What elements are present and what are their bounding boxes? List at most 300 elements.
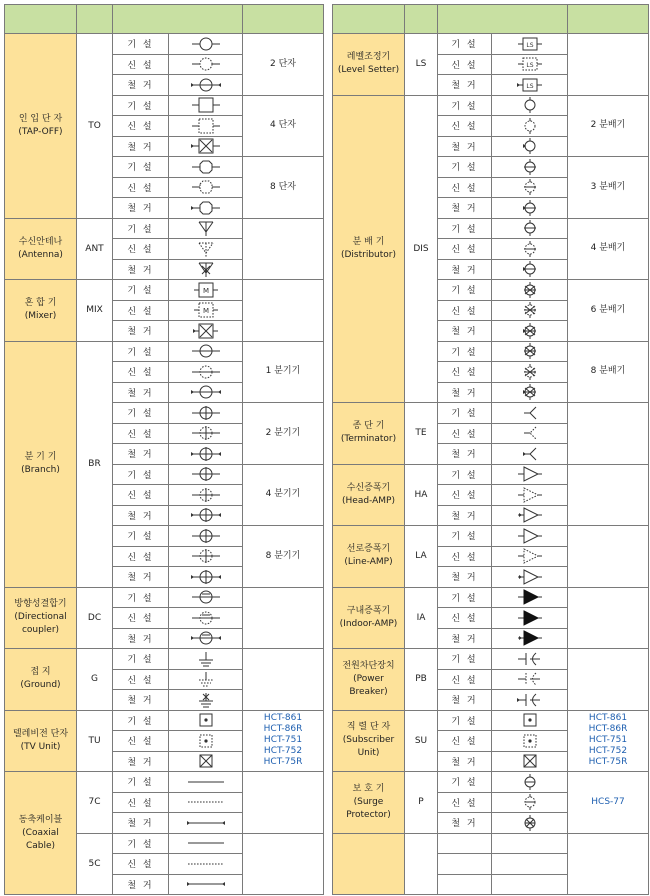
action-label: 철 거 xyxy=(113,751,169,772)
category-abbr: DC xyxy=(77,587,113,649)
action-label: 신 설 xyxy=(438,54,492,75)
header-row xyxy=(5,5,324,34)
dis6-symbol-icon xyxy=(500,322,560,340)
action-label: 철 거 xyxy=(113,874,169,895)
tvunit-symbol-icon xyxy=(492,731,568,752)
breaker-symbol-icon xyxy=(492,690,568,711)
dis4-symbol-icon xyxy=(492,218,568,239)
mixer-symbol-icon xyxy=(176,322,236,340)
dis2-symbol-icon xyxy=(500,96,560,114)
octagon-symbol-icon xyxy=(169,157,243,178)
apply-note xyxy=(568,34,649,96)
branch8-symbol-icon xyxy=(169,567,243,588)
action-label: 신 설 xyxy=(438,300,492,321)
apply-note: HCS-77 xyxy=(568,772,649,834)
branch2-symbol-icon xyxy=(176,445,236,463)
apply-note: 6 분배기 xyxy=(568,280,649,342)
ls-symbol-icon xyxy=(492,75,568,96)
breaker-symbol-icon xyxy=(500,691,560,709)
octagon-symbol-icon xyxy=(169,177,243,198)
action-label: 신 설 xyxy=(438,423,492,444)
action-label: 철 거 xyxy=(113,628,169,649)
amp-symbol-icon xyxy=(500,547,560,565)
circle-symbol-icon xyxy=(176,35,236,53)
category-name: 선로증폭기 (Line-AMP) xyxy=(333,526,405,588)
svg-text:LS: LS xyxy=(525,41,534,49)
branch8-symbol-icon xyxy=(169,526,243,547)
cable-symbol-icon xyxy=(169,813,243,834)
circle-symbol-icon xyxy=(169,75,243,96)
surge-symbol-icon xyxy=(500,793,560,811)
action-label: 철 거 xyxy=(438,751,492,772)
header-apply xyxy=(568,5,649,34)
action-label: 철 거 xyxy=(438,505,492,526)
header-symbol xyxy=(113,5,243,34)
action-label: 신 설 xyxy=(113,792,169,813)
amp-symbol-icon xyxy=(500,506,560,524)
action-label: 철 거 xyxy=(113,321,169,342)
circle-symbol-icon xyxy=(176,76,236,94)
category-abbr: TO xyxy=(77,34,113,219)
svg-text:M: M xyxy=(202,286,209,295)
apply-note xyxy=(568,649,649,711)
action-label: 기 설 xyxy=(438,218,492,239)
branch2-symbol-icon xyxy=(169,423,243,444)
dis3-symbol-icon xyxy=(492,157,568,178)
action-label: 철 거 xyxy=(438,198,492,219)
tvunit-symbol-icon xyxy=(492,710,568,731)
branch4-symbol-icon xyxy=(169,505,243,526)
action-label: 철 거 xyxy=(113,567,169,588)
dis6-symbol-icon xyxy=(492,321,568,342)
apply-note: 4 분기기 xyxy=(243,464,324,526)
branch4-symbol-icon xyxy=(169,485,243,506)
action-label: 신 설 xyxy=(113,669,169,690)
header-name xyxy=(5,5,77,34)
action-label: 기 설 xyxy=(113,710,169,731)
empty-cell xyxy=(568,833,649,895)
action-label: 기 설 xyxy=(438,649,492,670)
action-label: 신 설 xyxy=(438,362,492,383)
branch4-symbol-icon xyxy=(169,464,243,485)
circle-symbol-icon xyxy=(169,54,243,75)
amp-symbol-icon xyxy=(492,567,568,588)
coupler-symbol-icon xyxy=(176,588,236,606)
symbol-row xyxy=(333,710,649,731)
coupler-symbol-icon xyxy=(169,608,243,629)
action-label: 철 거 xyxy=(113,136,169,157)
action-label: 기 설 xyxy=(438,280,492,301)
coupler-symbol-icon xyxy=(169,628,243,649)
category-abbr: LA xyxy=(405,526,438,588)
category-abbr: SU xyxy=(405,710,438,772)
category-abbr: MIX xyxy=(77,280,113,342)
branch1-symbol-icon xyxy=(176,342,236,360)
apply-note xyxy=(243,649,324,711)
header-row xyxy=(333,5,649,34)
apply-note xyxy=(243,587,324,649)
apply-note xyxy=(243,772,324,834)
action-label: 기 설 xyxy=(113,833,169,854)
cable-symbol-icon xyxy=(176,814,236,832)
action-label: 철 거 xyxy=(438,382,492,403)
category-abbr: TE xyxy=(405,403,438,465)
action-label: 기 설 xyxy=(113,464,169,485)
dis4-symbol-icon xyxy=(492,239,568,260)
dis8-symbol-icon xyxy=(500,383,560,401)
tvunit-symbol-icon xyxy=(492,751,568,772)
term-symbol-icon xyxy=(500,424,560,442)
category-name: 종 단 기 (Terminator) xyxy=(333,403,405,465)
mixer-symbol-icon xyxy=(169,280,243,301)
apply-note: 2 단자 xyxy=(243,34,324,96)
action-label: 신 설 xyxy=(113,608,169,629)
category-name: 분 배 기 (Distributor) xyxy=(333,95,405,403)
dis8-symbol-icon xyxy=(492,382,568,403)
antenna-symbol-icon xyxy=(176,240,236,258)
action-label: 기 설 xyxy=(113,403,169,424)
category-name: 구내증폭기 (Indoor-AMP) xyxy=(333,587,405,649)
branch4-symbol-icon xyxy=(176,465,236,483)
empty-cell xyxy=(438,833,492,854)
tvunit-symbol-icon xyxy=(500,711,560,729)
action-label: 철 거 xyxy=(113,444,169,465)
branch4-symbol-icon xyxy=(176,506,236,524)
symbol-row xyxy=(5,710,324,731)
symbol-row xyxy=(5,772,324,793)
action-label: 신 설 xyxy=(113,546,169,567)
branch1-symbol-icon xyxy=(176,383,236,401)
symbol-row xyxy=(333,649,649,670)
cable-symbol-icon xyxy=(169,854,243,875)
ampfill-symbol-icon xyxy=(500,609,560,627)
action-label: 철 거 xyxy=(438,321,492,342)
dis6-symbol-icon xyxy=(500,281,560,299)
dis2-symbol-icon xyxy=(492,116,568,137)
category-name: 보 호 기 (Surge Protector) xyxy=(333,772,405,834)
category-abbr: ANT xyxy=(77,218,113,280)
action-label: 철 거 xyxy=(438,690,492,711)
antenna-symbol-icon xyxy=(169,218,243,239)
tvunit-symbol-icon xyxy=(176,711,236,729)
mixer-symbol-icon xyxy=(176,301,236,319)
action-label: 기 설 xyxy=(113,34,169,55)
symbol-row xyxy=(333,464,649,485)
action-label: 기 설 xyxy=(113,772,169,793)
symbol-row xyxy=(333,772,649,793)
header-abbr xyxy=(77,5,113,34)
ground-symbol-icon xyxy=(176,650,236,668)
ls-symbol-icon xyxy=(492,34,568,55)
cable-symbol-icon xyxy=(169,833,243,854)
category-name: 전원차단장치 (Power Breaker) xyxy=(333,649,405,711)
ground-symbol-icon xyxy=(169,690,243,711)
breaker-symbol-icon xyxy=(500,650,560,668)
action-label: 기 설 xyxy=(438,34,492,55)
octagon-symbol-icon xyxy=(176,158,236,176)
ls-symbol-icon xyxy=(500,76,560,94)
dis2-symbol-icon xyxy=(500,137,560,155)
category-abbr: IA xyxy=(405,587,438,649)
category-abbr: P xyxy=(405,772,438,834)
symbol-row xyxy=(333,95,649,116)
term-symbol-icon xyxy=(492,423,568,444)
empty-row xyxy=(333,833,649,854)
dis4-symbol-icon xyxy=(500,219,560,237)
action-label: 기 설 xyxy=(438,710,492,731)
apply-note xyxy=(243,218,324,280)
apply-note xyxy=(243,833,324,895)
amp-symbol-icon xyxy=(500,568,560,586)
action-label: 기 설 xyxy=(438,772,492,793)
svg-text:LS: LS xyxy=(525,62,534,70)
dis8-symbol-icon xyxy=(500,363,560,381)
svg-text:LS: LS xyxy=(525,82,534,90)
action-label: 철 거 xyxy=(438,628,492,649)
action-label: 철 거 xyxy=(113,382,169,403)
action-label: 신 설 xyxy=(438,669,492,690)
action-label: 신 설 xyxy=(113,731,169,752)
dis6-symbol-icon xyxy=(500,301,560,319)
category-name: 레벨조정기 (Level Setter) xyxy=(333,34,405,96)
action-label: 기 설 xyxy=(113,157,169,178)
mixer-symbol-icon xyxy=(176,281,236,299)
ls-symbol-icon xyxy=(500,55,560,73)
action-label: 신 설 xyxy=(113,116,169,137)
category-name: 접 지 (Ground) xyxy=(5,649,77,711)
dis2-symbol-icon xyxy=(492,95,568,116)
action-label: 기 설 xyxy=(113,95,169,116)
action-label: 기 설 xyxy=(113,341,169,362)
surge-symbol-icon xyxy=(500,773,560,791)
dis2-symbol-icon xyxy=(492,136,568,157)
apply-note: 1 분기기 xyxy=(243,341,324,403)
ampfill-symbol-icon xyxy=(492,608,568,629)
action-label: 신 설 xyxy=(438,731,492,752)
action-label: 기 설 xyxy=(113,280,169,301)
branch2-symbol-icon xyxy=(169,403,243,424)
dis3-symbol-icon xyxy=(500,178,560,196)
amp-symbol-icon xyxy=(492,485,568,506)
antenna-symbol-icon xyxy=(176,219,236,237)
tvunit-symbol-icon xyxy=(169,710,243,731)
cable-symbol-icon xyxy=(176,793,236,811)
breaker-symbol-icon xyxy=(492,669,568,690)
action-label: 신 설 xyxy=(113,854,169,875)
svg-text:M: M xyxy=(202,307,209,316)
category-name: 텔레비전 단자 (TV Unit) xyxy=(5,710,77,772)
antenna-symbol-icon xyxy=(169,239,243,260)
branch1-symbol-icon xyxy=(169,382,243,403)
action-label: 신 설 xyxy=(113,423,169,444)
dis3-symbol-icon xyxy=(500,158,560,176)
category-name: 직 렬 단 자 (Subscriber Unit) xyxy=(333,710,405,772)
term-symbol-icon xyxy=(500,445,560,463)
amp-symbol-icon xyxy=(492,526,568,547)
empty-cell xyxy=(438,854,492,875)
square-symbol-icon xyxy=(176,117,236,135)
branch8-symbol-icon xyxy=(169,546,243,567)
octagon-symbol-icon xyxy=(176,178,236,196)
action-label: 철 거 xyxy=(113,690,169,711)
branch8-symbol-icon xyxy=(176,568,236,586)
action-label: 신 설 xyxy=(113,239,169,260)
branch1-symbol-icon xyxy=(169,341,243,362)
apply-note: 2 분배기 xyxy=(568,95,649,157)
branch4-symbol-icon xyxy=(176,486,236,504)
action-label: 신 설 xyxy=(438,485,492,506)
empty-cell xyxy=(492,854,568,875)
apply-note xyxy=(568,526,649,588)
ampfill-symbol-icon xyxy=(492,628,568,649)
antenna-symbol-icon xyxy=(176,260,236,278)
tvunit-symbol-icon xyxy=(169,751,243,772)
category-name: 동축케이블 (Coaxial Cable) xyxy=(5,772,77,895)
symbol-row xyxy=(5,341,324,362)
empty-name-cell xyxy=(333,833,405,895)
action-label: 신 설 xyxy=(113,362,169,383)
ls-symbol-icon xyxy=(500,35,560,53)
branch8-symbol-icon xyxy=(176,547,236,565)
apply-note: 2 분기기 xyxy=(243,403,324,465)
symbol-row xyxy=(333,587,649,608)
dis4-symbol-icon xyxy=(500,260,560,278)
tvunit-symbol-icon xyxy=(169,731,243,752)
cable-symbol-icon xyxy=(176,855,236,873)
cable-symbol-icon xyxy=(176,875,236,893)
action-label: 철 거 xyxy=(113,505,169,526)
action-label: 철 거 xyxy=(113,259,169,280)
action-label: 철 거 xyxy=(113,75,169,96)
apply-note: 3 분배기 xyxy=(568,157,649,219)
surge-symbol-icon xyxy=(492,772,568,793)
category-abbr: HA xyxy=(405,464,438,526)
amp-symbol-icon xyxy=(500,486,560,504)
category-abbr: 5C xyxy=(77,833,113,895)
tvunit-symbol-icon xyxy=(500,732,560,750)
amp-symbol-icon xyxy=(492,464,568,485)
ground-symbol-icon xyxy=(169,649,243,670)
term-symbol-icon xyxy=(500,404,560,422)
ls-symbol-icon xyxy=(492,54,568,75)
empty-cell xyxy=(438,874,492,895)
apply-note: 4 분배기 xyxy=(568,218,649,280)
ground-symbol-icon xyxy=(176,691,236,709)
dis3-symbol-icon xyxy=(500,199,560,217)
ampfill-symbol-icon xyxy=(492,587,568,608)
branch1-symbol-icon xyxy=(176,363,236,381)
apply-note: 4 단자 xyxy=(243,95,324,157)
action-label: 철 거 xyxy=(438,259,492,280)
header-symbol xyxy=(438,5,568,34)
dis6-symbol-icon xyxy=(492,280,568,301)
octagon-symbol-icon xyxy=(176,199,236,217)
coupler-symbol-icon xyxy=(176,629,236,647)
action-label: 신 설 xyxy=(438,792,492,813)
symbol-row xyxy=(333,526,649,547)
dis2-symbol-icon xyxy=(500,117,560,135)
action-label: 신 설 xyxy=(113,54,169,75)
apply-note: 8 분배기 xyxy=(568,341,649,403)
ground-symbol-icon xyxy=(169,669,243,690)
circle-symbol-icon xyxy=(169,34,243,55)
category-name: 인 입 단 자 (TAP-OFF) xyxy=(5,34,77,219)
branch8-symbol-icon xyxy=(176,527,236,545)
action-label: 철 거 xyxy=(438,75,492,96)
action-label: 기 설 xyxy=(438,526,492,547)
amp-symbol-icon xyxy=(492,505,568,526)
action-label: 기 설 xyxy=(113,649,169,670)
coupler-symbol-icon xyxy=(169,587,243,608)
symbol-row xyxy=(5,280,324,301)
breaker-symbol-icon xyxy=(500,670,560,688)
tvunit-symbol-icon xyxy=(500,752,560,770)
square-symbol-icon xyxy=(169,95,243,116)
surge-symbol-icon xyxy=(492,792,568,813)
dis8-symbol-icon xyxy=(500,342,560,360)
apply-note xyxy=(243,280,324,342)
action-label: 신 설 xyxy=(438,177,492,198)
empty-abbr-cell xyxy=(405,833,438,895)
header-abbr xyxy=(405,5,438,34)
coupler-symbol-icon xyxy=(176,609,236,627)
symbol-row xyxy=(5,218,324,239)
term-symbol-icon xyxy=(492,444,568,465)
category-name: 수신증폭기 (Head-AMP) xyxy=(333,464,405,526)
ground-symbol-icon xyxy=(176,670,236,688)
branch2-symbol-icon xyxy=(169,444,243,465)
ampfill-symbol-icon xyxy=(500,629,560,647)
amp-symbol-icon xyxy=(492,546,568,567)
header-apply xyxy=(243,5,324,34)
cable-symbol-icon xyxy=(169,874,243,895)
octagon-symbol-icon xyxy=(169,198,243,219)
action-label: 철 거 xyxy=(113,813,169,834)
square-symbol-icon xyxy=(176,96,236,114)
cable-symbol-icon xyxy=(169,792,243,813)
mixer-symbol-icon xyxy=(169,321,243,342)
action-label: 기 설 xyxy=(438,464,492,485)
term-symbol-icon xyxy=(492,403,568,424)
cable-symbol-icon xyxy=(169,772,243,793)
symbol-row xyxy=(5,649,324,670)
action-label: 신 설 xyxy=(438,239,492,260)
category-name: 방향성결합기 (Directional coupler) xyxy=(5,587,77,649)
empty-cell xyxy=(492,874,568,895)
amp-symbol-icon xyxy=(500,465,560,483)
apply-note xyxy=(568,587,649,649)
action-label: 기 설 xyxy=(438,403,492,424)
action-label: 기 설 xyxy=(113,587,169,608)
square-symbol-icon xyxy=(169,116,243,137)
symbol-row xyxy=(5,587,324,608)
category-abbr: LS xyxy=(405,34,438,96)
cable-symbol-icon xyxy=(176,834,236,852)
square-symbol-icon xyxy=(176,137,236,155)
action-label: 기 설 xyxy=(438,341,492,362)
dis4-symbol-icon xyxy=(492,259,568,280)
action-label: 신 설 xyxy=(113,300,169,321)
branch2-symbol-icon xyxy=(176,404,236,422)
action-label: 신 설 xyxy=(438,608,492,629)
action-label: 철 거 xyxy=(438,136,492,157)
circle-symbol-icon xyxy=(176,55,236,73)
dis3-symbol-icon xyxy=(492,198,568,219)
category-abbr: BR xyxy=(77,341,113,587)
tvunit-symbol-icon xyxy=(176,732,236,750)
header-name xyxy=(333,5,405,34)
category-name: 수신안테나 (Antenna) xyxy=(5,218,77,280)
